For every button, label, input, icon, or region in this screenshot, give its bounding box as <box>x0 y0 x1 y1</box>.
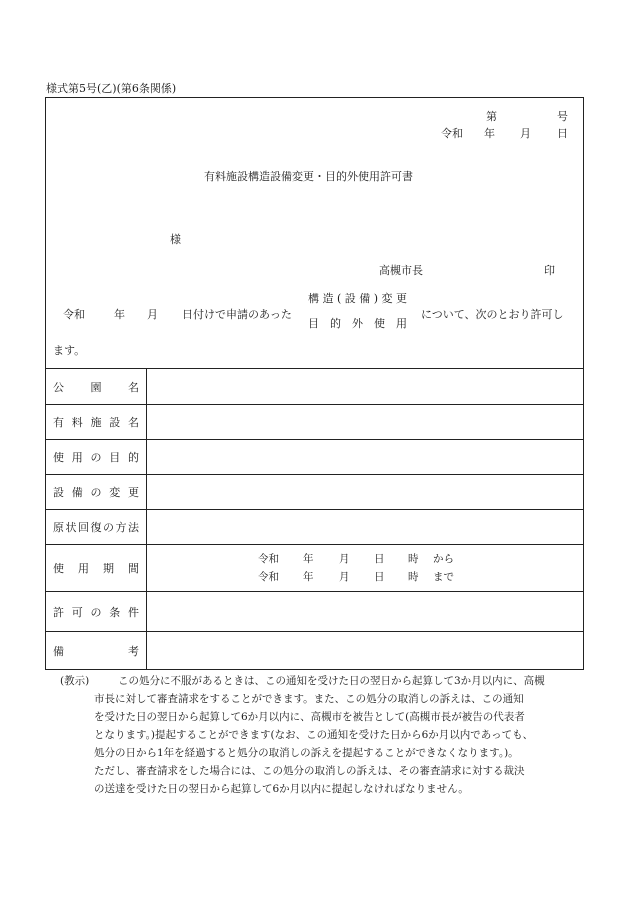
row-label: 設備の変更 <box>46 475 147 509</box>
period-start-day: 日 <box>374 553 385 565</box>
notice-line: の送達を受けた日の翌日から起算して6か月以内に提起しなければなりません。 <box>94 783 469 795</box>
period-start-year: 年 <box>303 553 314 565</box>
application-month: 月 <box>147 308 158 321</box>
date-month: 月 <box>520 127 531 140</box>
row-label: 使用の目的 <box>46 440 147 474</box>
period-end-year: 年 <box>303 571 314 583</box>
permit-header <box>46 98 583 368</box>
row-restoration-method <box>46 509 583 544</box>
date-era: 令和 <box>441 127 463 140</box>
date-year: 年 <box>484 127 495 140</box>
row-label: 備考 <box>46 632 147 669</box>
period-end-day: 日 <box>374 571 385 583</box>
application-era: 令和 <box>63 308 85 321</box>
row-label: 公園名 <box>46 369 147 404</box>
row-permit-conditions <box>46 591 583 631</box>
date-day: 日 <box>557 127 568 140</box>
row-usage-period <box>46 544 583 591</box>
row-remarks <box>46 631 583 669</box>
notice-line: 処分の日から1年を経過すると処分の取消しの訴えを提起することができなくなります。)。 <box>94 747 519 759</box>
period-end-month: 月 <box>339 571 350 583</box>
period-to: まで <box>433 571 454 583</box>
row-label: 原状回復の方法 <box>46 510 147 544</box>
row-equipment-change <box>46 474 583 509</box>
row-label: 使用期間 <box>46 545 147 591</box>
period-start-hour: 時 <box>408 553 419 565</box>
application-year: 年 <box>114 308 125 321</box>
issuer-name: 高槻市長 <box>379 264 423 277</box>
option-structure-change: 構 造 ( 設 備 ) 変 更 <box>308 292 408 305</box>
number-go: 号 <box>557 110 568 123</box>
notice-line: となります。)提起することができます(なお、この通知を受けた日から6か月以内であっても、 <box>94 729 534 741</box>
row-facility-name <box>46 404 583 439</box>
notice-line: ただし、審査請求をした場合には、この処分の取消しの訴えは、その審査請求に対する裁決 <box>94 765 525 777</box>
number-dai: 第 <box>486 110 497 123</box>
period-end-era: 令和 <box>258 571 279 583</box>
row-label: 許可の条件 <box>46 592 147 631</box>
permit-form-frame <box>45 97 584 670</box>
permit-text: について、次のとおり許可し <box>421 308 564 321</box>
notice-line: を受けた日の翌日から起算して6か月以内に、高槻市を被告として(高槻市長が被告の代表者 <box>94 711 525 723</box>
document-title: 有料施設構造設備変更・目的外使用許可書 <box>204 170 413 183</box>
addressee-suffix: 様 <box>170 233 181 246</box>
notice-line: 市長に対して審査請求をすることができます。また、この処分の取消しの訴えは、この通知 <box>94 693 524 705</box>
permit-text-continued: ます。 <box>53 344 86 357</box>
period-end-hour: 時 <box>408 571 419 583</box>
period-start-month: 月 <box>339 553 350 565</box>
option-non-purpose-use: 目 的 外 使 用 <box>308 317 407 330</box>
row-park-name <box>46 368 583 404</box>
row-purpose <box>46 439 583 474</box>
period-start-era: 令和 <box>258 553 279 565</box>
period-from: から <box>433 553 454 565</box>
notice-label: (教示) <box>60 675 90 687</box>
form-label: 様式第5号(乙)(第6条関係) <box>46 82 177 95</box>
row-label: 有料施設名 <box>46 405 147 439</box>
notice-line: この処分に不服があるときは、この通知を受けた日の翌日から起算して3か月以内に、高槻 <box>118 675 545 687</box>
seal-mark: 印 <box>544 264 555 277</box>
application-text: 日付けで申請のあった <box>182 308 292 321</box>
